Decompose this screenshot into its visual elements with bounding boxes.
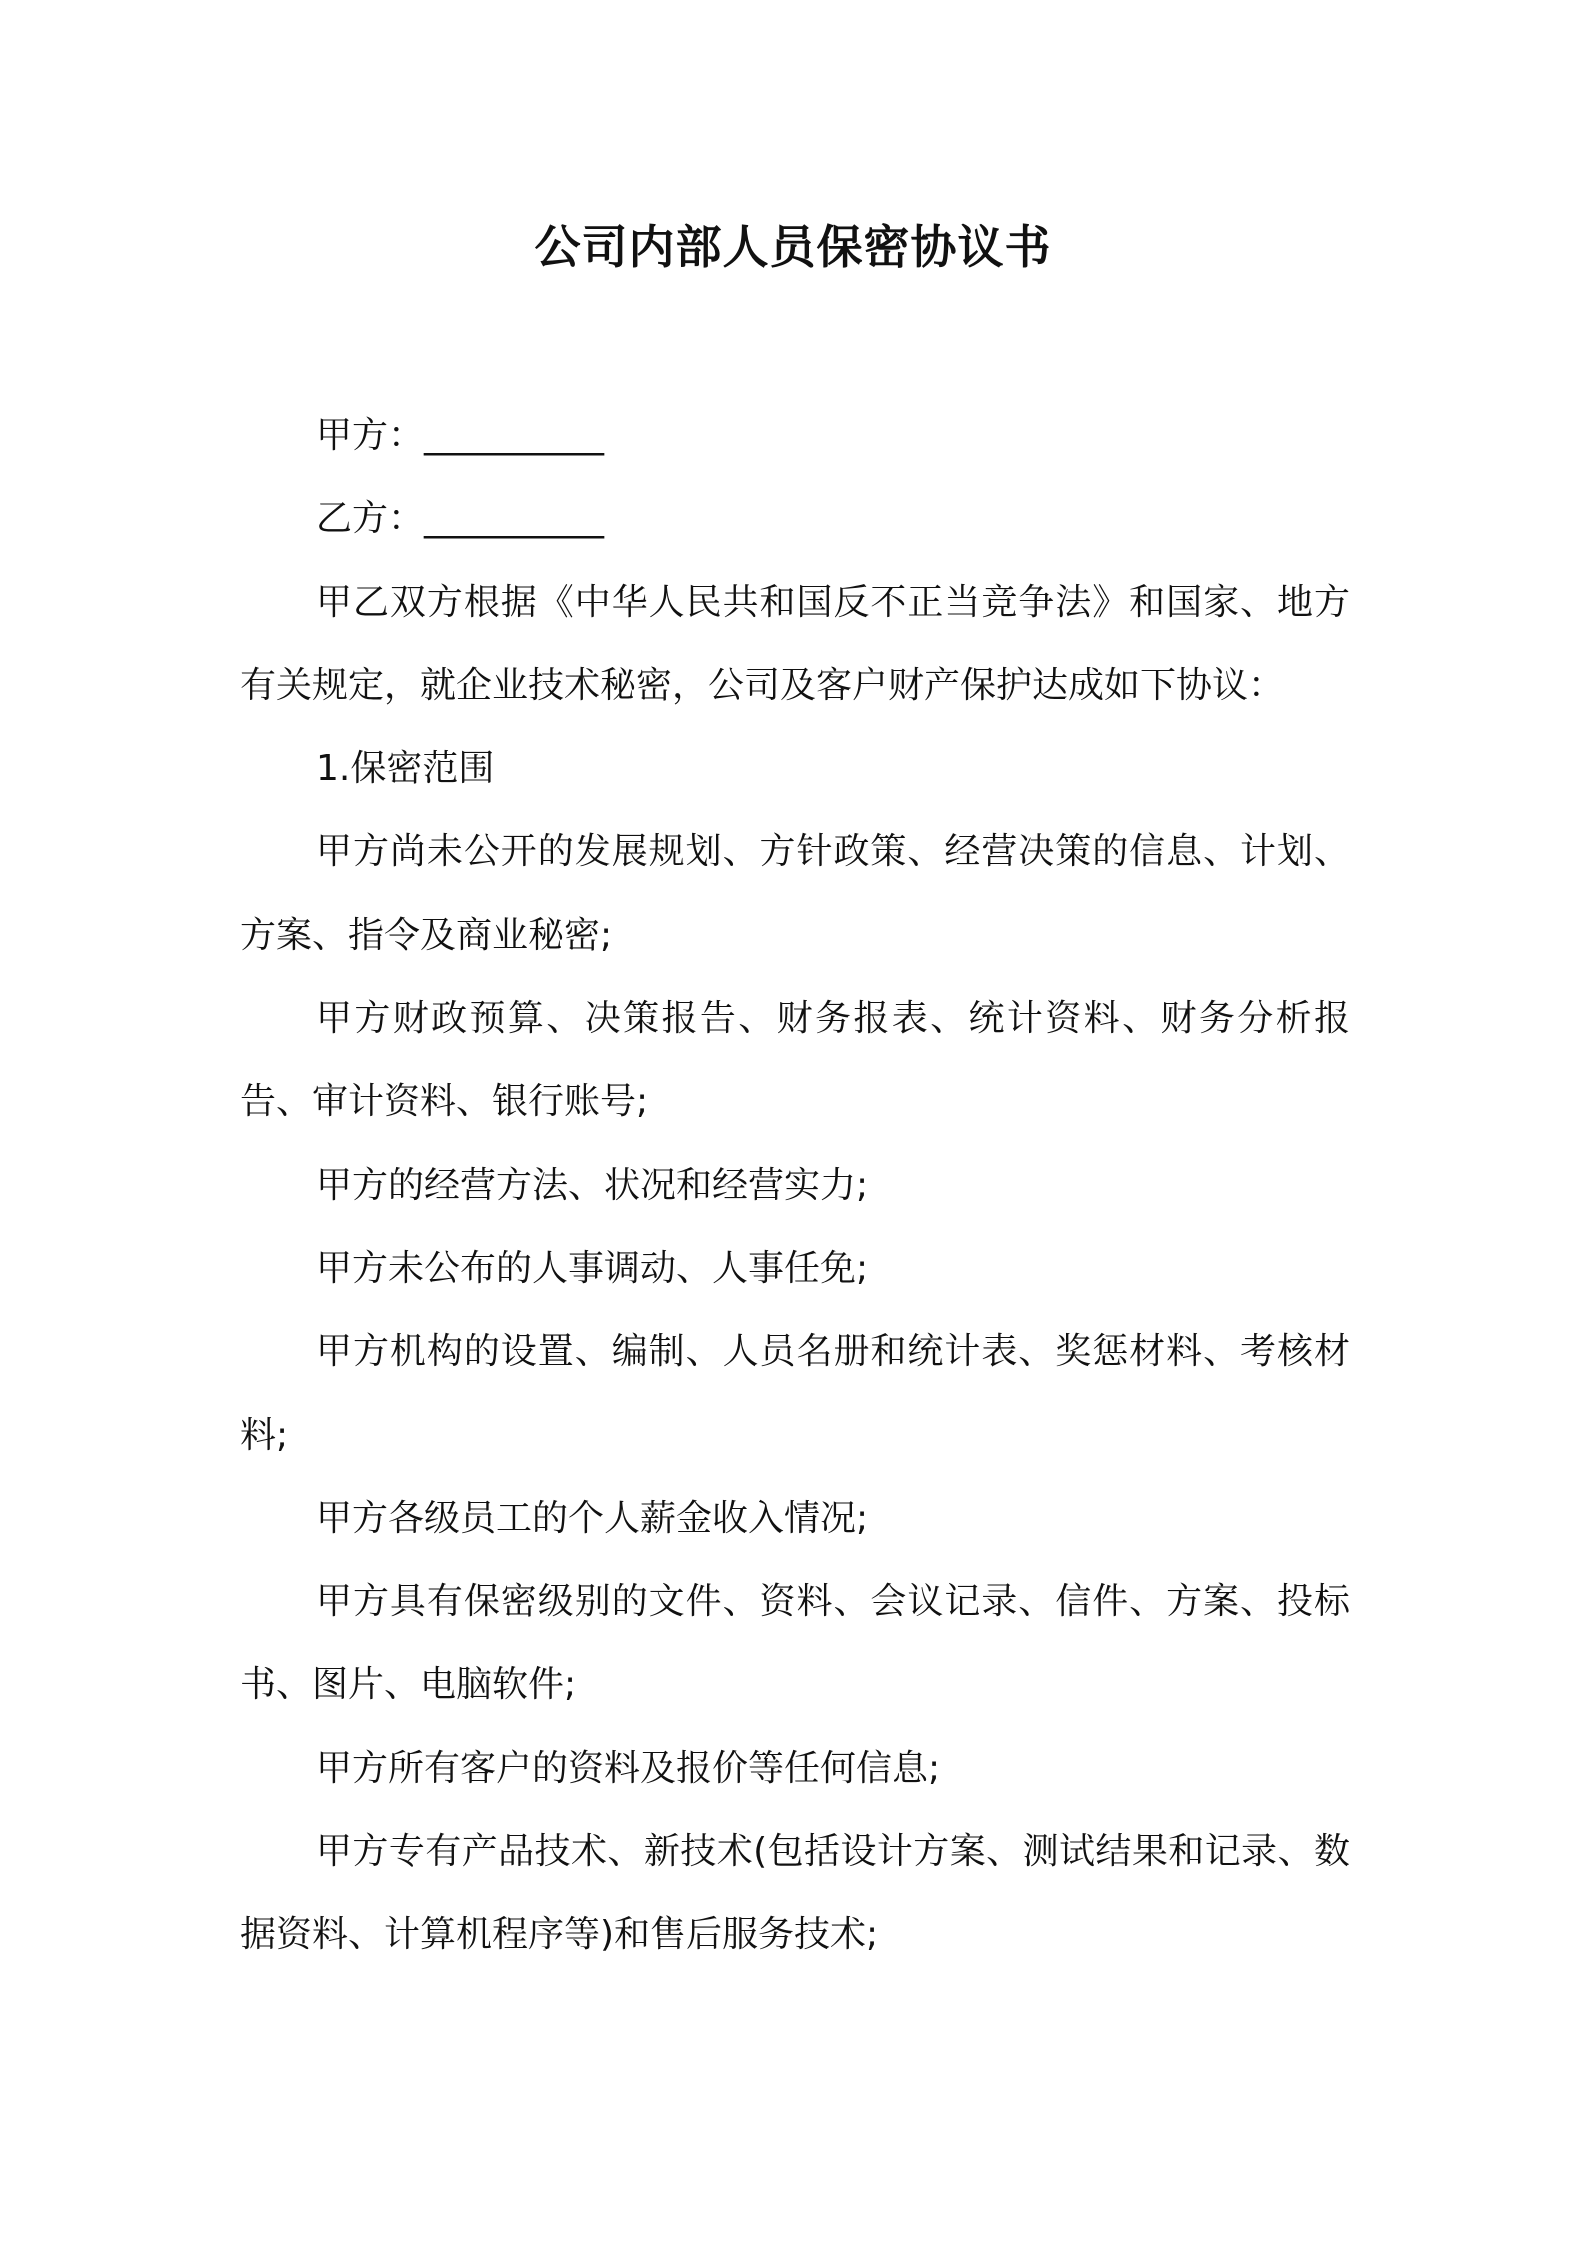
document-title: 公司内部人员保密协议书 — [534, 220, 1052, 274]
scope-item: 甲方尚未公开的发展规划、方针政策、经营决策的信息、计划、方案、指令及商业秘密; — [240, 831, 1350, 956]
party-b-line: 乙方：__________ — [316, 498, 605, 540]
scope-item: 甲方具有保密级别的文件、资料、会议记录、信件、方案、投标书、图片、电脑软件; — [240, 1581, 1350, 1706]
scope-item: 甲方专有产品技术、新技术(包括设计方案、测试结果和记录、数据资料、计算机程序等)和售后服务技术; — [240, 1831, 1350, 1956]
section-heading: 1.保密范围 — [316, 748, 495, 790]
scope-item: 甲方各级员工的个人薪金收入情况; — [316, 1497, 869, 1539]
document-body — [240, 394, 1350, 1977]
scope-item: 甲方的经营方法、状况和经营实力; — [316, 1164, 869, 1206]
preamble-paragraph: 甲乙双方根据《中华人民共和国反不正当竞争法》和国家、地方有关规定，就企业技术秘密，公司及客户财产保护达成如下协议： — [240, 581, 1350, 706]
scope-item: 甲方所有客户的资料及报价等任何信息; — [316, 1747, 941, 1789]
scope-item: 甲方财政预算、决策报告、财务报表、统计资料、财务分析报告、审计资料、银行账号; — [240, 998, 1350, 1123]
scope-item: 甲方未公布的人事调动、人事任免; — [316, 1247, 869, 1289]
scope-item: 甲方机构的设置、编制、人员名册和统计表、奖惩材料、考核材料; — [240, 1331, 1350, 1456]
party-a-line: 甲方：__________ — [316, 415, 605, 456]
